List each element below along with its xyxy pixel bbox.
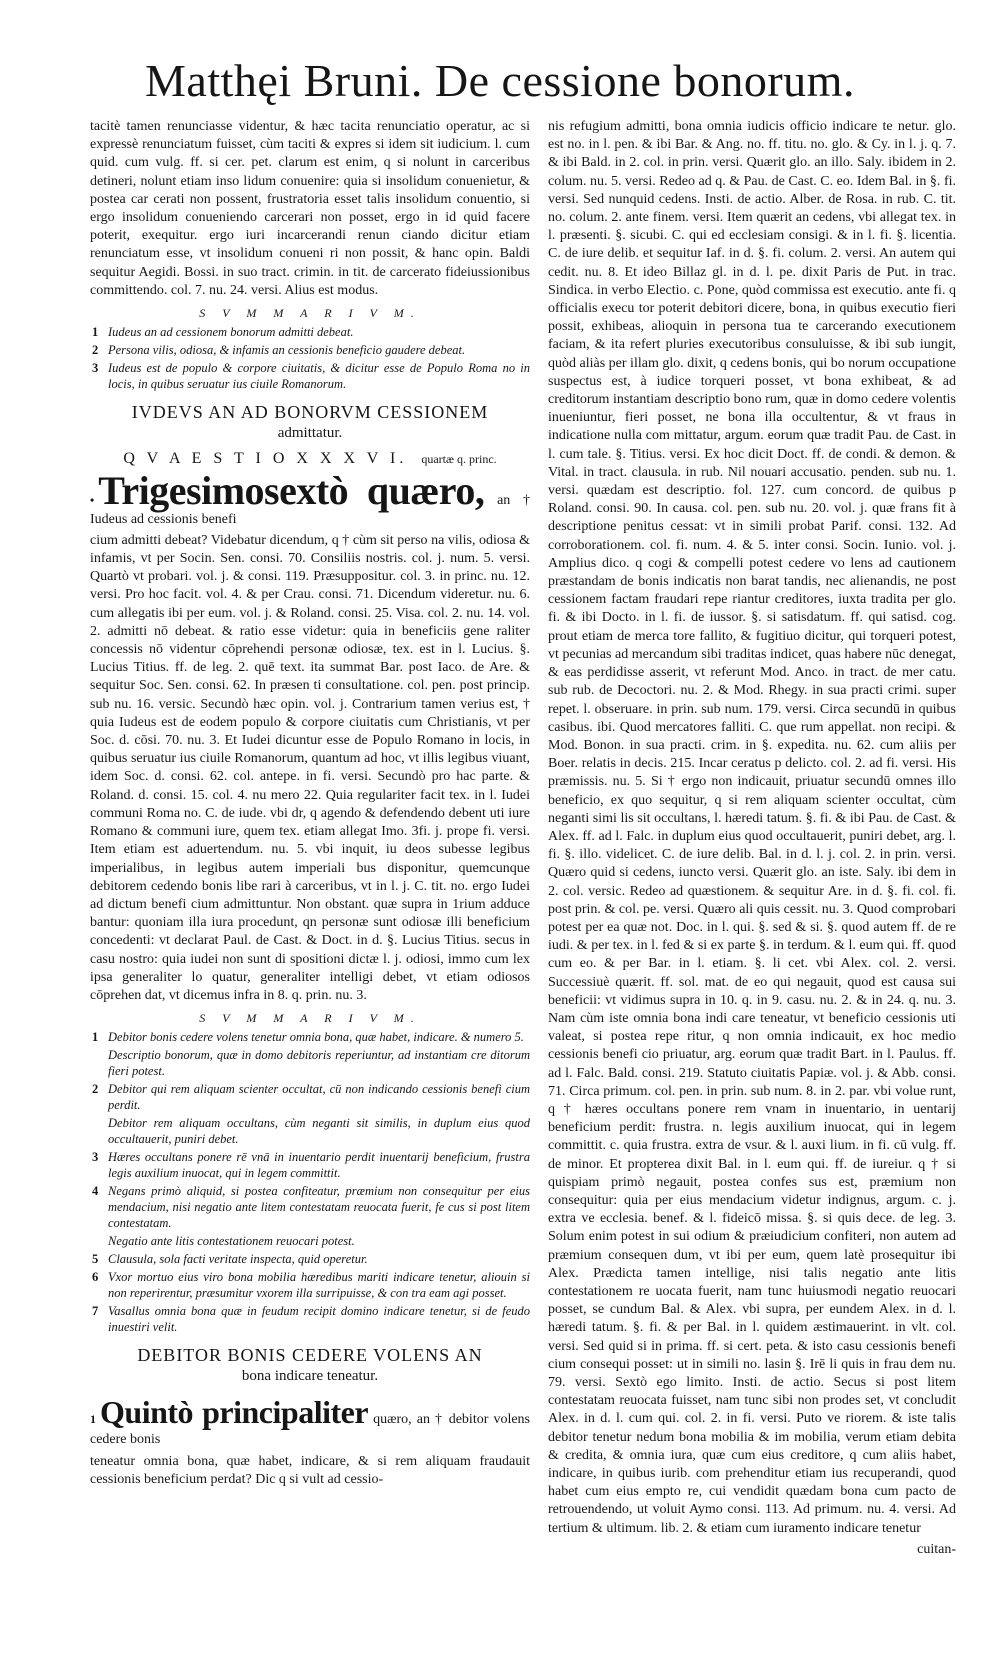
initial-word-1: Trigesimosextò quæro, [98, 468, 485, 514]
summarium-item: 3 Hæres occultans ponere rē vnā in inuentario perdit inuentarij beneficium, frustra legis auxilium inuocat, qui in legem committit. [92, 1150, 530, 1181]
summarium-item: 2 Debitor qui rem aliquam scienter occultat, cū non indicando cessionis benefi cium perdit. [92, 1082, 530, 1113]
summarium-list-1 [90, 324, 530, 392]
left-paragraph-3: teneatur omnia bona, quæ habet, indicare, & si rem aliquam fraudauit cessionis beneficium perdat? Dic q si vult ad cessio- [90, 1453, 530, 1487]
paragraph-mark: • [90, 493, 95, 508]
left-column [90, 118, 530, 1492]
summarium-list-2 [90, 1029, 530, 1335]
left-paragraph-2: cium admitti debeat? Videbatur dicendum, q † cùm sit perso na vilis, odiosa & infamis, vt per Socin. Sen. consi. 70. Consiliis nostris. col. j. num. 5. versi. Quartò vt probari. vol. j. & consi. 119. Præsuppositur. col. 3. in princ. nu. 12. versi. Pro hoc facit. vol. 4. & per Crau. consi. 71. Dicendum videretur. nu. 6. cum allegatis ibi per eum. vol. j. & Roland. consi. 25. Visa. col. 2. nu. 14. vol. 2. admitti nō debeat. & ratio esse videtur: quia in beneficiis gene raliter concessis nō videntur cōprehendi personæ odiosæ, tex. est in l. Lucius. §. Lucius Titius. ff. de leg. 2. quē text. ita summat Bar. post Iaco. de Are. & sequitur Soc. Sen. consi. 62. In præsen ti consultatione. col. pen. post princip. sub nu. 16. versic. Secundò hæc opin. vol. j. Contrarium tamen verius est, † quia Iudeus est de eodem populo & corpore ciuitatis cum Christianis, vt per Soc. d. cōsi. 70. nu. 3. Et Iudei dicuntur esse de Populo Romano in locis, in quibus seruatur ius ciuile Romanorum, quantum ad hoc, vt illis legibus viuant, idem Soc. d. consi. 62. col. antepe. in fi. versi. Secundò pro hac parte. & Roland. d. consi. 15. col. 4. nu mero 22. Quia regulariter facit tex. in l. Iudei communi Roma no. C. de iude. vbi dr, q agendo & defendendo debent uti iure Romano & communi iure, quem tex. etiam allegat Imo. 3fi. j. prope fi. versi. Item etiam est aduertendum. nu. 5. vbi inquit, iu deos subesse legibus imperialibus, in legibus autem imperiali bus disponitur, quemcunque debitorem cedendo bonis libe rari à carceribus, vt in l. j. C. tit. no. ergo Iudei ad dictum benefi cium admittuntur. Non obstant. quæ supra in 1rium adduce bantur: quoniam illa iura procedunt, qn personæ sunt odiosæ illi beneficium concedenti: vt declarat Paul. de Cast. & Doct. in d. §. Lucius Titius. secus in casu nostro: quia iudei non sunt di spositioni dictæ l. j. odiosi, immo cum lex ipsa generaliter lo quatur, generaliter intelligi debet, vt etiam odiosos cōprehen dat, vt dicemus infra in 8. q. prin. nu. 3. [90, 532, 530, 1003]
opening-line-1 [90, 468, 531, 528]
initial-word-2: Quintò principaliter [100, 1394, 369, 1431]
section-heading-2-sub: bona indicare teneatur. [241, 1368, 379, 1385]
summarium-item: 4 Negans primò aliquid, si postea confiteatur, præmium non consequitur per eius mendacium, nisi negatio ante litem contestatam reuocata fuerit, fe cus si post litem contestatam. [92, 1184, 530, 1231]
summarium-item: 1 Iudeus an ad cessionem bonorum admitti debeat. [92, 325, 354, 340]
left-paragraph-1: tacitè tamen renunciasse videntur, & hæc tacita renunciatio operatur, ac si expressè renunciatum fuisset, cùm taciti & expres si idem sit iudicium. l. cum quid. cum vulg. ff. si cer. pet. clarum est enim, q si nolunt in carceribus detineri, nolunt etiam inso lidum conuenire: quia si insolidum conuenietur, & postea car cerati non possent, frustratoria esset talis insolidum conuentio, si ergo insolidum conueniendo carcerari non posset, ergo in id quid facere poterit, exequitur. ergo iuri incarcerandi renun ciando dicitur etiam renunciatum esse, vt insolidum conueni ri non possit, & hanc opin. Baldi sequitur Aegidi. Bossi. in suo tract. crimin. in tit. de carcerato fideiussionibus committendo. col. 7. nu. 24. versi. Alius est modus. [90, 119, 530, 298]
summarium-item: 2 Persona vilis, odiosa, & infamis an cessionis beneficio gaudere debeat. [92, 343, 466, 358]
summarium-item: 3 Iudeus est de populo & corpore ciuitatis, & dicitur esse de Populo Roma no in locis, in quibus seruatur ius ciuile Romanorum. [92, 361, 530, 392]
summarium-heading-1: S V M M A R I V M. [199, 306, 421, 321]
summarium-heading-2: S V M M A R I V M. [199, 1011, 421, 1026]
right-column [548, 118, 956, 1559]
initial-side-text-2: quæro, an † debitor volens cedere bonis [90, 1412, 531, 1448]
summarium-item: Negatio ante litis contestationem reuocari potest. [108, 1234, 355, 1249]
section-heading-1: IVDEVS AN AD BONORVM CESSIONEM admittatur. [90, 402, 530, 444]
summarium-item: 1 Debitor bonis cedere volens tenetur omnia bona, quæ habet, indicare. & numero 5. [92, 1030, 524, 1045]
summarium-item: 6 Vxor mortuo eius viro bona mobilia hæredibus mariti indicare tenetur, aliouin si non reperirentur, præsumitur vxorem illa surripuisse, & con tra eam agi posset. [92, 1270, 530, 1301]
summarium-item: Debitor rem aliquam occultans, cùm neganti sit similis, in duplum eius quod occultauerit, puniri debet. [108, 1116, 530, 1147]
catchword: cuitan- [917, 1541, 956, 1557]
summarium-item: 7 Vasallus omnia bona quæ in feudum recipit domino indicare tenetur, si de feudo inuestiri velit. [92, 1304, 530, 1335]
section-heading-2: DEBITOR BONIS CEDERE VOLENS AN bona indicare teneatur. [90, 1345, 530, 1387]
quaestio-note: quartæ q. princ. [421, 452, 497, 467]
summarium-item: 5 Clausula, sola facti veritate inspecta, quid operetur. [92, 1252, 368, 1267]
initial-side-text-1: an † Iudeus ad cessionis benefi [90, 493, 531, 527]
running-title: Matthęi Bruni. De cessione bonorum. [145, 55, 855, 106]
summarium-item: Descriptio bonorum, quæ in domo debitoris reperiuntur, ad instantiam cre ditorum fieri potest. [108, 1048, 530, 1079]
section-heading-1-sub: admittatur. [277, 425, 343, 442]
opening-line-2 [90, 1393, 530, 1449]
right-paragraph-1: nis refugium admitti, bona omnia iudicis officio indicare te netur. glo. est no. in l. pen. & ibi Bar. & Ang. no. ff. titu. no. glo. & Cy. in l. j. q. 7. & ibi Bald. in 2. col. in prin. versi. Quærit glo. an illo. Saly. ibidem in 2. colum. nu. 5. versi. Redeo ad q. & Pau. de Cast. C. eo. Idem Bal. in §. fi. versi. Sed nunquid cedens. Insti. de actio. Alber. de Rosa. in rub. C. tit. no. colum. 2. ante finem. versi. Item quærit an cedens, vbi allegat tex. in l. præsenti. §. sicubi. C. qui ed ecclesiam consigi. & in l. fi. §. licentia. C. de iure delib. et sequitur Iaf. in d. §. fi. colum. 2. versi. An autem qui cedit. nu. 8. Et ideo Billaz gl. in d. l. pe. dixit Paris de Put. in trac. Sindica. in verbo Electio. c. Pone, quòd commissa est executio. ante fi. q officialis execu tor poterit debitori dicere, bona, in quibus executio fieri possit, exhibeas, alioquin in persona tua te carcerando executionem faciam, & ita refert pluries executoribus consuluisse, & ibi sub iungit, quòd aliàs per illam glo. dixit, q cedens bonis, qui bo norum occupatione suspectus est, à iudice torqueri posset, vt bona exhibeat, & ad creditorum instantiam descriptio bono rum, quæ in domo cedere volentis inueniuntur, fieri posset, ne bona illa occultentur, & vt fraus in indicatione nulla com mittatur, argum. eorum quæ tradit Pau. de Cast. in l. cum tale. §. Titius. versi. Ex hoc dicit Doct. ff. de condi. & demon. & Vital. in tract. clausula. in rub. Nil nouari accusatio. penden. sub nu. 1. versi. quædam est descriptio. fol. 127. cum concord. de quibus p Roland. consi. 90. In causa. col. pen. sub nu. 20. vol. j. quæ frans fit à descriptione penitus cessat: vt in simili probat Parif. consi. 132. Ad corroborationem. col. fi. num. 4. & 5. inter consi. Socin. Iunio. vol. j. Amplius dico. q cogi & compelli potest cedere vo lens ad cautionem præstandam de bonis indicatis non barat tandis, nec alienandis, ne post cessionem factam fraudari repe riantur creditores, iuxta tradita per glo. fi. & ibi Docto. in l. fi. de iussor. §. si satisdatum. ff. qui satisd. cog. prout etiam de merca tore fallito, & fugitiuo dicitur, qui torqueri potest, vt pecunias ad mercandum sibi traditas indicet, quas habere nūc denegat, & eas perdidisse asserit, vt referunt Mod. Anco. in tract. de mer catu. sub rub. de Decoctori. nu. 2. & Mod. Rhegy. in sua practi crimi. super repet. l. obseruare. in prin. sub num. 179. versi. Circa secundū in quibus casibus. ibi. Quod mercatores falliti. C. que rum appellat. non recipi. & Mod. Bonon. in sua practi. crim. in §. expedita. nu. 62. cum aliis per Boer. relatis in decis. 215. Incar ceratus p delicto. col. 2. ad fi. versi. His præmissis. nu. 5. Si † ergo non indicauit, priuatur secundū omnes illo beneficio, ex quo sequitur, q si rem aliquam scienter occultat, cùm neganti simi lis sit occultans, l. hæredi tatum. §. fi. & ibi Pau. de Cast. & Alex. ff. ad l. Falc. in duplum eius quod occultauerit, puniri debet, arg. l. fi. §. illo. videlicet. C. de iure delib. Bal. in d. l. j. col. 2. in prin. versi. Quæro quid si cedens, iuncto versi. Quærit glo. an iste. Saly. ibi dem in 2. col. versic. Redeo ad quæstionem. & sequitur Are. in d. §. fi. col. fi. post prin. & col. pe. versi. Quæro ali quis cessit. nu. 3. Quod comprobari potest per ea quæ not. Doc. in l. qui. §. sed & si. §. quod autem ff. de re iudi. & per tex. in l. fed & si ex parte §. in terdum. & l. eum qui. ff. quod cum eo. & per Bar. in l. etiam. §. li cet. vbi Alex. col. 2. versi. Successiuè quærit. ff. sol. mat. de eo qui negauit, quod est causa sui beneficii: vt vidimus supra in 10. q. in 9. casu. nu. 2. & in 24. q. nu. 3. Nam cùm iste omnia bona indi care teneatur, vt beneficio cessionis uti valeat, si postea repe ritur, q non omnia indicauit, ex hoc medio cessionis benefi cio priuatur, arg. eorum quæ tradit Bart. in l. Paulus. ff. ad l. Falc. Bald. consi. 219. Statuto ciuitatis Papiæ. vol. j. & Abb. consi. 71. Circa primum. col. pen. in prin. sub num. 8. in 2. par. vbi volue runt, q † hæres occultans ponere rem vnam in inuentario, in uentarij beneficium perdit: frustra. n. legis auxilium inuocat, qui in legem committit. c. quia frustra. extra de vsur. & l. auxi lium. in fi. cū vulg. ff. de minor. Et propterea dixit Bal. in l. eum qui. ff. de iureiur. q † si quispiam primò negauit, postea confes sus est, præmium non consequitur: quia per eius mendacium videtur indignus, argum. c. j. extra ve ecclesia. benef. & l. fideicō missa. §. si quis dece. de leg. 3. Solum enim potest in sui odium & præiudicium confiteri, non autem ad præmium consequen dum, vt ibi per eum, quem latè prosequitur ibi Alex. Prædicta tamen intellige, nisi talis negatio ante litis contestationem re uocata fuerit, nam tunc huiusmodi negatio reuocari posset, se cundum Bal. & Alex. vbi supra, per eundem Alex. in d. l. hæredi tatum. §. fi. & per Bal. in l. quidem æstimauerint. in vlt. col. versi. Sed quid si in prima. ff. si cert. peta. & isto casu cessionis benefi cium consequi posset: ut in simili no. lasin §. Irē li quis in frau dem nu. 79. versi. Sextò ego limito. Insti. de actio. Secus si post litem contestatam reuocata fuisset, nam tunc sibi non prodes set, vt concludit Alex. in d. l. cum qui. col. 2. in fi. versi. Puto ve riorem. & iste talis debitor tenetur nedum bona mobilia & im mobilia, verum etiam debita & credita, & omnia iura, quæ cum eius creditore, q cum aliis habet, indicare, in quibus iurib. com prehenditur etiam ius recuperandi, quod habet cum eius empto re, cui vendidit quædam bona cum pacto de retrouendendo, ut voluit Aymo consi. 113. Ad primum. nu. 4. versi. Ad tertium & ultimum. lib. 2. & etiam cum iuramento indicare tenetur [548, 119, 956, 1536]
quaestio-heading: Q V A E S T I O X X X V I. quartæ q. princ. [123, 450, 497, 468]
paragraph-mark: 1 [90, 1412, 96, 1427]
